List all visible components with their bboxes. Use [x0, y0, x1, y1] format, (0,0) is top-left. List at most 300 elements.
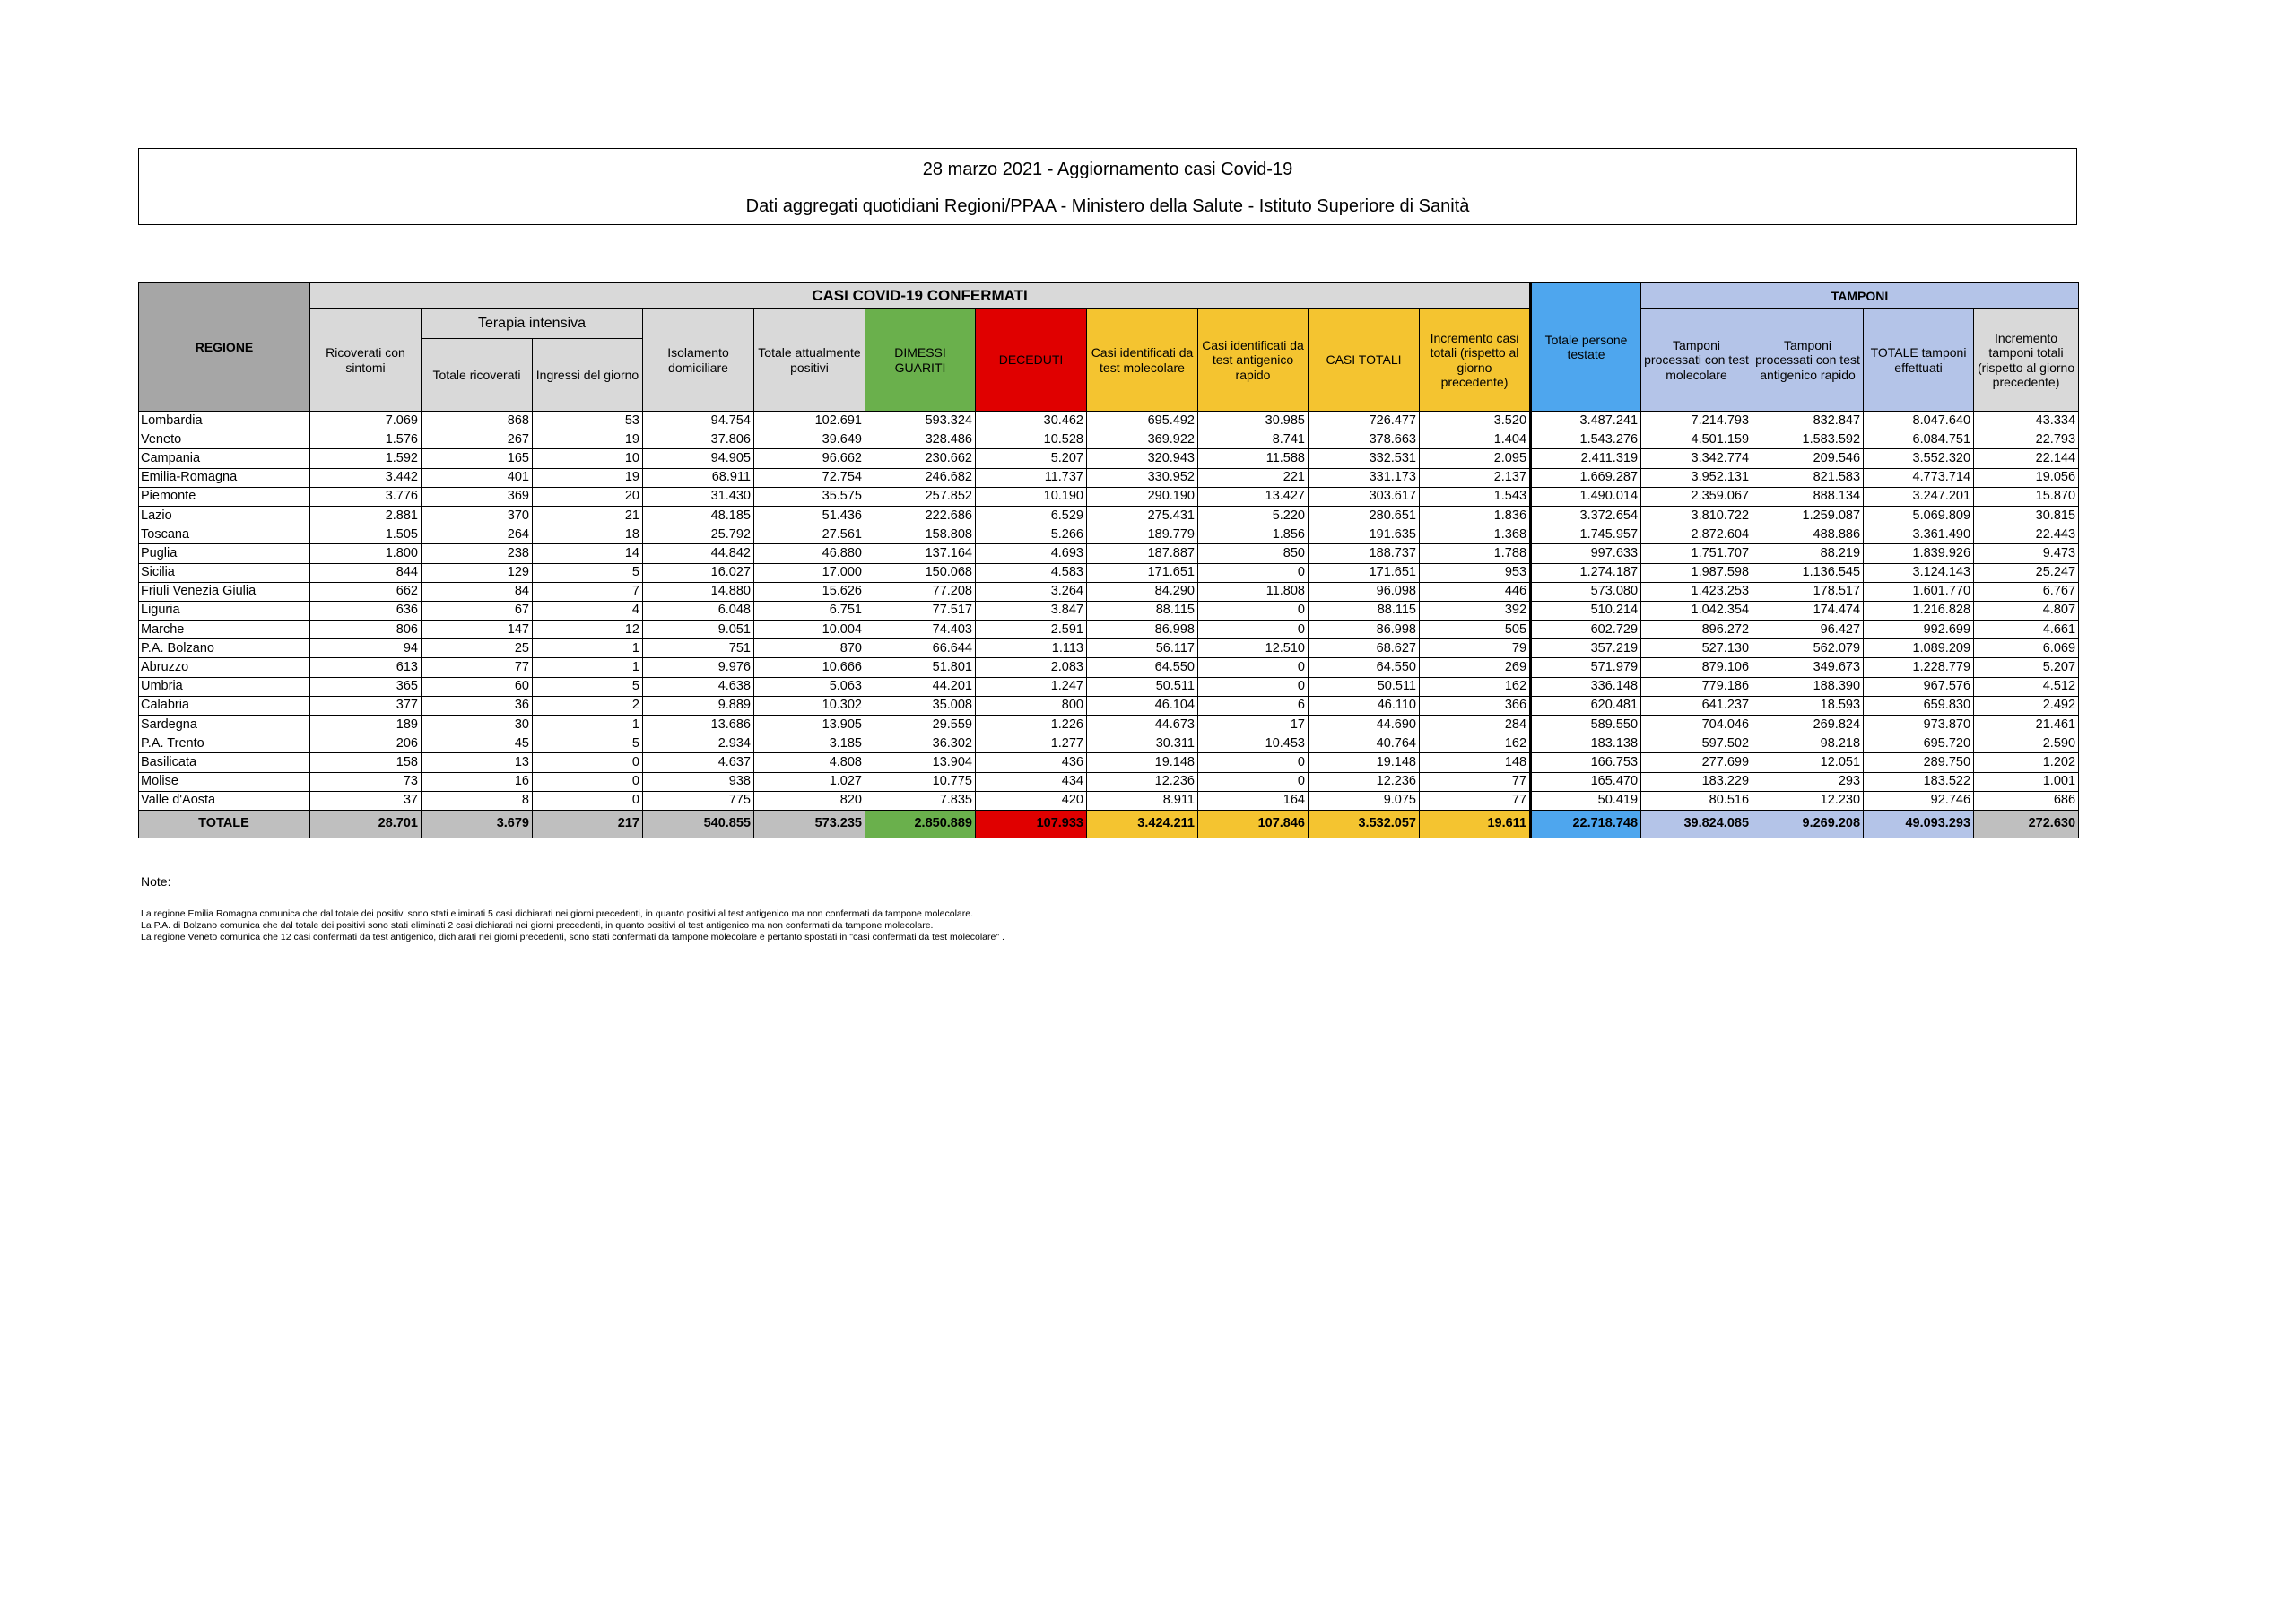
cell-value: 269 — [1420, 658, 1531, 677]
cell-value: 1 — [533, 716, 643, 734]
cell-value: 165.470 — [1531, 772, 1641, 791]
cell-value: 1.505 — [310, 525, 422, 544]
group-header-tamponi: TAMPONI — [1641, 283, 2079, 309]
cell-value: 4 — [533, 601, 643, 620]
cell-value: 562.079 — [1752, 639, 1864, 658]
cell-value: 96.662 — [754, 449, 865, 468]
cell-value: 14.880 — [643, 582, 754, 601]
cell-value: 5 — [533, 677, 643, 696]
cell-value: 8.047.640 — [1864, 412, 1974, 430]
cell-value: 158.808 — [865, 525, 976, 544]
cell-value: 272.630 — [1974, 810, 2079, 838]
cell-value: 1.027 — [754, 772, 865, 791]
cell-value: 20 — [533, 487, 643, 506]
cell-value: 17.000 — [754, 563, 865, 582]
cell-value: 171.651 — [1087, 563, 1198, 582]
region-name: P.A. Trento — [139, 734, 310, 753]
cell-value: 267 — [422, 430, 533, 449]
cell-value: 51.801 — [865, 658, 976, 677]
cell-value: 3.124.143 — [1864, 563, 1974, 582]
cell-value: 1.368 — [1420, 525, 1531, 544]
cell-value: 0 — [1198, 753, 1309, 772]
cell-value: 695.720 — [1864, 734, 1974, 753]
cell-value: 2.095 — [1420, 449, 1531, 468]
cell-value: 6 — [1198, 696, 1309, 715]
cell-value: 188.390 — [1752, 677, 1864, 696]
cell-value: 540.855 — [643, 810, 754, 838]
cell-value: 662 — [310, 582, 422, 601]
cell-value: 94.905 — [643, 449, 754, 468]
cell-value: 86.998 — [1309, 621, 1420, 639]
cell-value: 992.699 — [1864, 621, 1974, 639]
region-name: Basilicata — [139, 753, 310, 772]
cell-value: 264 — [422, 525, 533, 544]
cell-value: 7.069 — [310, 412, 422, 430]
region-name: Molise — [139, 772, 310, 791]
cell-value: 2.881 — [310, 506, 422, 525]
cell-value: 6.529 — [976, 506, 1087, 525]
cell-value: 365 — [310, 677, 422, 696]
cell-value: 66.644 — [865, 639, 976, 658]
cell-value: 420 — [976, 791, 1087, 810]
cell-value: 1.423.253 — [1641, 582, 1752, 601]
cell-value: 613 — [310, 658, 422, 677]
cell-value: 2.492 — [1974, 696, 2079, 715]
cell-value: 191.635 — [1309, 525, 1420, 544]
cell-value: 597.502 — [1641, 734, 1752, 753]
cell-value: 2.411.319 — [1531, 449, 1641, 468]
cell-value: 10.775 — [865, 772, 976, 791]
cell-value: 370 — [422, 506, 533, 525]
cell-value: 16 — [422, 772, 533, 791]
cell-value: 238 — [422, 544, 533, 563]
cell-value: 12 — [533, 621, 643, 639]
cell-value: 77.208 — [865, 582, 976, 601]
cell-value: 510.214 — [1531, 601, 1641, 620]
region-name: Liguria — [139, 601, 310, 620]
cell-value: 332.531 — [1309, 449, 1420, 468]
cell-value: 30.462 — [976, 412, 1087, 430]
cell-value: 620.481 — [1531, 696, 1641, 715]
cell-value: 221 — [1198, 468, 1309, 487]
col-header-casi-totali: CASI TOTALI — [1309, 309, 1420, 412]
cell-value: 162 — [1420, 734, 1531, 753]
cell-value: 88.115 — [1309, 601, 1420, 620]
cell-value: 48.185 — [643, 506, 754, 525]
cell-value: 1.856 — [1198, 525, 1309, 544]
cell-value: 2.872.604 — [1641, 525, 1752, 544]
table-row — [139, 468, 2079, 487]
region-name: Calabria — [139, 696, 310, 715]
cell-value: 967.576 — [1864, 677, 1974, 696]
cell-value: 183.138 — [1531, 734, 1641, 753]
col-header-dimessi: DIMESSI GUARITI — [865, 309, 976, 412]
cell-value: 46.880 — [754, 544, 865, 563]
region-name: Lombardia — [139, 412, 310, 430]
cell-value: 1.839.926 — [1864, 544, 1974, 563]
cell-value: 27.561 — [754, 525, 865, 544]
cell-value: 25.792 — [643, 525, 754, 544]
cell-value: 10.453 — [1198, 734, 1309, 753]
cell-value: 1 — [533, 639, 643, 658]
cell-value: 0 — [1198, 563, 1309, 582]
cell-value: 888.134 — [1752, 487, 1864, 506]
region-name: Umbria — [139, 677, 310, 696]
cell-value: 868 — [422, 412, 533, 430]
cell-value: 275.431 — [1087, 506, 1198, 525]
cell-value: 44.201 — [865, 677, 976, 696]
cell-value: 8.911 — [1087, 791, 1198, 810]
cell-value: 35.008 — [865, 696, 976, 715]
cell-value: 19.611 — [1420, 810, 1531, 838]
cell-value: 1.216.828 — [1864, 601, 1974, 620]
cell-value: 3.185 — [754, 734, 865, 753]
cell-value: 844 — [310, 563, 422, 582]
cell-value: 5.207 — [976, 449, 1087, 468]
region-name: Toscana — [139, 525, 310, 544]
cell-value: 573.235 — [754, 810, 865, 838]
region-name: Valle d'Aosta — [139, 791, 310, 810]
notes-label: Note: — [141, 874, 171, 889]
cell-value: 593.324 — [865, 412, 976, 430]
cell-value: 1.042.354 — [1641, 601, 1752, 620]
cell-value: 369 — [422, 487, 533, 506]
cell-value: 821.583 — [1752, 468, 1864, 487]
cell-value: 37 — [310, 791, 422, 810]
cell-value: 7 — [533, 582, 643, 601]
cell-value: 2.083 — [976, 658, 1087, 677]
cell-value: 446 — [1420, 582, 1531, 601]
cell-value: 257.852 — [865, 487, 976, 506]
cell-value: 22.718.748 — [1531, 810, 1641, 838]
cell-value: 44.690 — [1309, 716, 1420, 734]
cell-value: 9.269.208 — [1752, 810, 1864, 838]
cell-value: 571.979 — [1531, 658, 1641, 677]
table-row — [139, 544, 2079, 563]
cell-value: 3.776 — [310, 487, 422, 506]
table-row — [139, 677, 2079, 696]
cell-value: 79 — [1420, 639, 1531, 658]
cell-value: 46.110 — [1309, 696, 1420, 715]
cell-value: 10 — [533, 449, 643, 468]
cell-value: 8.741 — [1198, 430, 1309, 449]
cell-value: 4.638 — [643, 677, 754, 696]
cell-value: 50.511 — [1309, 677, 1420, 696]
cell-value: 10.302 — [754, 696, 865, 715]
cell-value: 3.487.241 — [1531, 412, 1641, 430]
cell-value: 9.473 — [1974, 544, 2079, 563]
cell-value: 1.490.014 — [1531, 487, 1641, 506]
cell-value: 1.226 — [976, 716, 1087, 734]
region-name: Abruzzo — [139, 658, 310, 677]
cell-value: 4.807 — [1974, 601, 2079, 620]
cell-value: 12.236 — [1087, 772, 1198, 791]
cell-value: 896.272 — [1641, 621, 1752, 639]
note-line: La P.A. di Bolzano comunica che dal totale dei positivi sono stati eliminati 2 casi dichiarati nei giorni precedenti, in quanto positivi al test antigenico ma non confermati da tampone molecolare. — [141, 920, 934, 931]
region-name: Veneto — [139, 430, 310, 449]
header-box — [138, 148, 2077, 225]
cell-value: 1.751.707 — [1641, 544, 1752, 563]
table-row — [139, 753, 2079, 772]
cell-value: 1.259.087 — [1752, 506, 1864, 525]
col-header-ti-totale: Totale ricoverati — [422, 339, 533, 412]
cell-value: 174.474 — [1752, 601, 1864, 620]
cell-value: 3.847 — [976, 601, 1087, 620]
cell-value: 10.190 — [976, 487, 1087, 506]
cell-value: 1.202 — [1974, 753, 2079, 772]
cell-value: 30.815 — [1974, 506, 2079, 525]
cell-value: 51.436 — [754, 506, 865, 525]
cell-value: 2.934 — [643, 734, 754, 753]
cell-value: 4.583 — [976, 563, 1087, 582]
cell-value: 320.943 — [1087, 449, 1198, 468]
cell-value: 1.583.592 — [1752, 430, 1864, 449]
cell-value: 165 — [422, 449, 533, 468]
cell-value: 751 — [643, 639, 754, 658]
cell-value: 12.236 — [1309, 772, 1420, 791]
cell-value: 22.443 — [1974, 525, 2079, 544]
cell-value: 1.800 — [310, 544, 422, 563]
cell-value: 641.237 — [1641, 696, 1752, 715]
cell-value: 2.137 — [1420, 468, 1531, 487]
cell-value: 870 — [754, 639, 865, 658]
cell-value: 704.046 — [1641, 716, 1752, 734]
cell-value: 434 — [976, 772, 1087, 791]
cell-value: 150.068 — [865, 563, 976, 582]
cell-value: 6.084.751 — [1864, 430, 1974, 449]
cell-value: 67 — [422, 601, 533, 620]
cell-value: 1.543 — [1420, 487, 1531, 506]
region-name: Puglia — [139, 544, 310, 563]
cell-value: 94.754 — [643, 412, 754, 430]
cell-value: 107.933 — [976, 810, 1087, 838]
cell-value: 938 — [643, 772, 754, 791]
cell-value: 96.098 — [1309, 582, 1420, 601]
cell-value: 289.750 — [1864, 753, 1974, 772]
cell-value: 13 — [422, 753, 533, 772]
cell-value: 77 — [1420, 791, 1531, 810]
cell-value: 636 — [310, 601, 422, 620]
col-header-isolamento: Isolamento domiciliare — [643, 309, 754, 412]
cell-value: 88.115 — [1087, 601, 1198, 620]
cell-value: 94 — [310, 639, 422, 658]
cell-value: 2.359.067 — [1641, 487, 1752, 506]
col-header-tamp-antigenico: Tamponi processati con test antigenico rapido — [1752, 309, 1864, 412]
cell-value: 7.835 — [865, 791, 976, 810]
col-header-tamp-incremento: Incremento tamponi totali (rispetto al giorno precedente) — [1974, 309, 2079, 412]
cell-value: 107.846 — [1198, 810, 1309, 838]
cell-value: 1.113 — [976, 639, 1087, 658]
cell-value: 4.501.159 — [1641, 430, 1752, 449]
cell-value: 9.075 — [1309, 791, 1420, 810]
cell-value: 77 — [422, 658, 533, 677]
cell-value: 488.886 — [1752, 525, 1864, 544]
cell-value: 11.737 — [976, 468, 1087, 487]
cell-value: 77 — [1420, 772, 1531, 791]
col-header-incremento: Incremento casi totali (rispetto al giorno precedente) — [1420, 309, 1531, 412]
cell-value: 4.512 — [1974, 677, 2079, 696]
cell-value: 68.911 — [643, 468, 754, 487]
cell-value: 3.264 — [976, 582, 1087, 601]
cell-value: 6.069 — [1974, 639, 2079, 658]
col-header-persone: Totale persone testate — [1531, 283, 1641, 412]
total-label: TOTALE — [139, 810, 310, 838]
cell-value: 328.486 — [865, 430, 976, 449]
table-row — [139, 506, 2079, 525]
cell-value: 0 — [1198, 772, 1309, 791]
cell-value: 84 — [422, 582, 533, 601]
cell-value: 30.985 — [1198, 412, 1309, 430]
cell-value: 726.477 — [1309, 412, 1420, 430]
region-name: Emilia-Romagna — [139, 468, 310, 487]
cell-value: 45 — [422, 734, 533, 753]
table-row — [139, 658, 2079, 677]
cell-value: 1.089.209 — [1864, 639, 1974, 658]
table-row — [139, 563, 2079, 582]
cell-value: 269.824 — [1752, 716, 1864, 734]
cell-value: 19.056 — [1974, 468, 2079, 487]
col-header-deceduti: DECEDUTI — [976, 309, 1087, 412]
cell-value: 5.266 — [976, 525, 1087, 544]
cell-value: 5.220 — [1198, 506, 1309, 525]
notes-section — [141, 874, 1004, 943]
cell-value: 1.543.276 — [1531, 430, 1641, 449]
cell-value: 217 — [533, 810, 643, 838]
cell-value: 88.219 — [1752, 544, 1864, 563]
col-header-tamp-molecolare: Tamponi processati con test molecolare — [1641, 309, 1752, 412]
cell-value: 178.517 — [1752, 582, 1864, 601]
cell-value: 13.905 — [754, 716, 865, 734]
note-line: La regione Veneto comunica che 12 casi confermati da test antigenico, dichiarati nei giorni precedenti, sono stati confermati da tampone molecolare e pertanto spostati in "casi confermati da test molecolare" . — [141, 932, 1004, 942]
cell-value: 953 — [1420, 563, 1531, 582]
table-row — [139, 696, 2079, 715]
cell-value: 29.559 — [865, 716, 976, 734]
cell-value: 12.230 — [1752, 791, 1864, 810]
cell-value: 188.737 — [1309, 544, 1420, 563]
cell-value: 290.190 — [1087, 487, 1198, 506]
region-name: Marche — [139, 621, 310, 639]
table-row — [139, 487, 2079, 506]
table-body — [139, 412, 2079, 838]
cell-value: 5 — [533, 734, 643, 753]
cell-value: 129 — [422, 563, 533, 582]
cell-value: 40.764 — [1309, 734, 1420, 753]
cell-value: 436 — [976, 753, 1087, 772]
cell-value: 36.302 — [865, 734, 976, 753]
cell-value: 377 — [310, 696, 422, 715]
cell-value: 330.952 — [1087, 468, 1198, 487]
cell-value: 3.442 — [310, 468, 422, 487]
cell-value: 12.510 — [1198, 639, 1309, 658]
cell-value: 11.808 — [1198, 582, 1309, 601]
cell-value: 3.372.654 — [1531, 506, 1641, 525]
cell-value: 68.627 — [1309, 639, 1420, 658]
cell-value: 9.889 — [643, 696, 754, 715]
cell-value: 5.063 — [754, 677, 865, 696]
cell-value: 293 — [1752, 772, 1864, 791]
cell-value: 17 — [1198, 716, 1309, 734]
cell-value: 39.649 — [754, 430, 865, 449]
cell-value: 820 — [754, 791, 865, 810]
cell-value: 1.274.187 — [1531, 563, 1641, 582]
cell-value: 147 — [422, 621, 533, 639]
col-header-tamp-totale: TOTALE tamponi effettuati — [1864, 309, 1974, 412]
cell-value: 1.404 — [1420, 430, 1531, 449]
region-name: Lazio — [139, 506, 310, 525]
cell-value: 19 — [533, 430, 643, 449]
table-row — [139, 582, 2079, 601]
cell-value: 86.998 — [1087, 621, 1198, 639]
covid-data-table — [138, 282, 2079, 838]
cell-value: 1.601.770 — [1864, 582, 1974, 601]
cell-value: 18.593 — [1752, 696, 1864, 715]
cell-value: 800 — [976, 696, 1087, 715]
cell-value: 166.753 — [1531, 753, 1641, 772]
cell-value: 0 — [1198, 677, 1309, 696]
cell-value: 49.093.293 — [1864, 810, 1974, 838]
cell-value: 44.842 — [643, 544, 754, 563]
table-row — [139, 791, 2079, 810]
cell-value: 22.793 — [1974, 430, 2079, 449]
cell-value: 183.522 — [1864, 772, 1974, 791]
cell-value: 686 — [1974, 791, 2079, 810]
cell-value: 60 — [422, 677, 533, 696]
cell-value: 973.870 — [1864, 716, 1974, 734]
cell-value: 148 — [1420, 753, 1531, 772]
cell-value: 573.080 — [1531, 582, 1641, 601]
cell-value: 1.788 — [1420, 544, 1531, 563]
cell-value: 77.517 — [865, 601, 976, 620]
cell-value: 505 — [1420, 621, 1531, 639]
cell-value: 4.693 — [976, 544, 1087, 563]
cell-value: 50.419 — [1531, 791, 1641, 810]
cell-value: 102.691 — [754, 412, 865, 430]
cell-value: 1.987.598 — [1641, 563, 1752, 582]
cell-value: 879.106 — [1641, 658, 1752, 677]
region-name: Friuli Venezia Giulia — [139, 582, 310, 601]
cell-value: 98.218 — [1752, 734, 1864, 753]
cell-value: 5.207 — [1974, 658, 2079, 677]
cell-value: 13.904 — [865, 753, 976, 772]
cell-value: 15.870 — [1974, 487, 2079, 506]
cell-value: 8 — [422, 791, 533, 810]
cell-value: 189 — [310, 716, 422, 734]
cell-value: 4.661 — [1974, 621, 2079, 639]
cell-value: 0 — [1198, 658, 1309, 677]
cell-value: 1.247 — [976, 677, 1087, 696]
cell-value: 53 — [533, 412, 643, 430]
cell-value: 21 — [533, 506, 643, 525]
cell-value: 10.528 — [976, 430, 1087, 449]
cell-value: 1.136.545 — [1752, 563, 1864, 582]
cell-value: 1.669.287 — [1531, 468, 1641, 487]
cell-value: 72.754 — [754, 468, 865, 487]
cell-value: 189.779 — [1087, 525, 1198, 544]
cell-value: 527.130 — [1641, 639, 1752, 658]
cell-value: 44.673 — [1087, 716, 1198, 734]
group-header-casi: CASI COVID-19 CONFERMATI — [310, 283, 1531, 309]
table-row — [139, 525, 2079, 544]
cell-value: 84.290 — [1087, 582, 1198, 601]
cell-value: 43.334 — [1974, 412, 2079, 430]
cell-value: 30.311 — [1087, 734, 1198, 753]
cell-value: 14 — [533, 544, 643, 563]
cell-value: 1.836 — [1420, 506, 1531, 525]
table-row — [139, 734, 2079, 753]
cell-value: 36 — [422, 696, 533, 715]
region-name: Sardegna — [139, 716, 310, 734]
cell-value: 230.662 — [865, 449, 976, 468]
